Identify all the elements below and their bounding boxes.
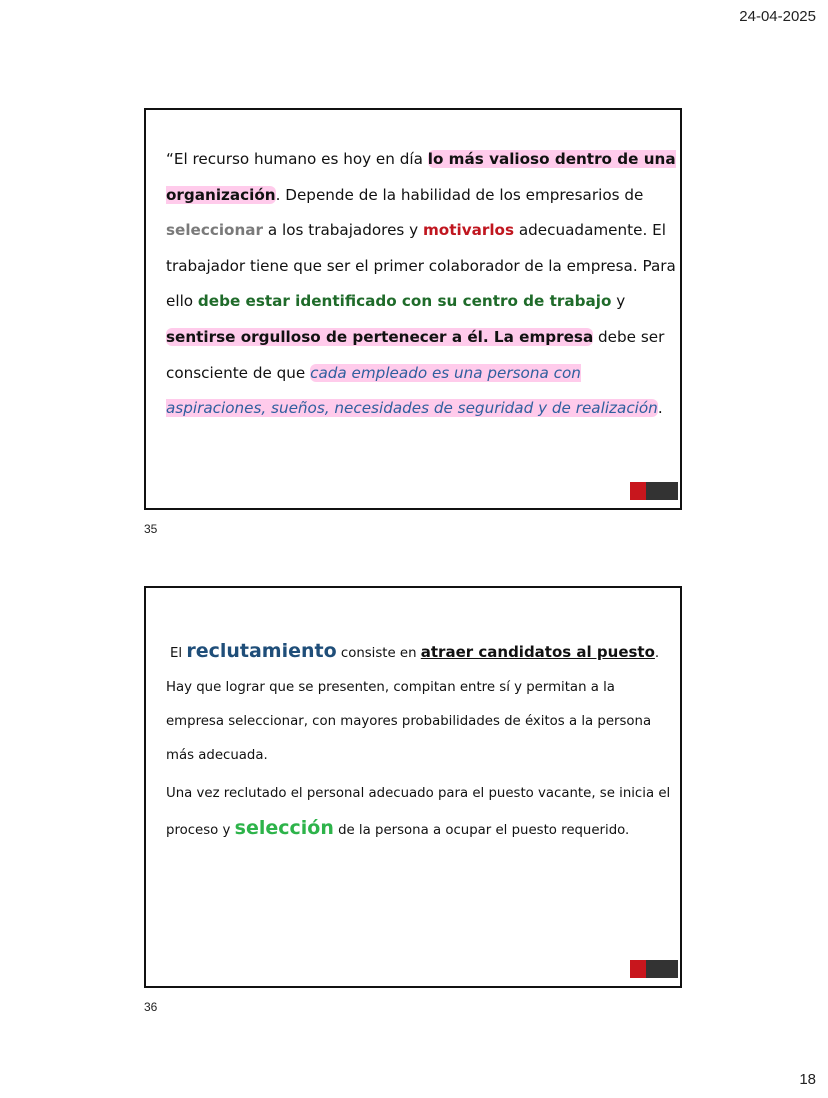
keyword-seleccionar: seleccionar <box>166 221 264 240</box>
keyword-motivarlos: motivarlos <box>422 221 515 240</box>
text-run: Una vez reclutado el personal adecuado para el puesto vacante, se inicia el proceso y <box>166 786 671 838</box>
slide-35 <box>144 108 682 510</box>
text-run: . <box>657 399 663 418</box>
highlighted-italic-text: cada empleado es una persona con aspiraciones, sueños, necesidades de seguridad y de realización <box>166 363 658 418</box>
text-run: . <box>654 646 660 661</box>
text-run: y <box>611 292 626 311</box>
slide-36 <box>144 586 682 988</box>
highlighted-text: lo más valioso dentro de una organización <box>166 150 676 204</box>
keyword-reclutamiento: reclutamiento <box>186 640 337 662</box>
text-run: de la persona a ocupar el puesto requerido. <box>333 823 630 838</box>
slide-number: 36 <box>144 1000 158 1014</box>
text-run: El <box>170 646 187 661</box>
text-run: . Depende de la habilidad de los empresarios de <box>275 185 644 204</box>
text-run: a los trabajadores y <box>263 221 423 240</box>
shield-icon <box>630 482 646 500</box>
slide-text <box>166 142 676 427</box>
highlighted-text: sentirse orgulloso de pertenecer a él. La empresa <box>166 327 594 346</box>
text-run: “El recurso humano es hoy en día <box>166 150 428 168</box>
text-run: debe ser consciente de que <box>166 327 665 382</box>
university-logo <box>630 482 678 506</box>
shield-icon <box>630 960 646 978</box>
underlined-text: atraer candidatos al puesto <box>420 643 655 661</box>
page-number: 18 <box>799 1071 816 1088</box>
keyword-seleccion: selección <box>234 817 334 839</box>
paragraph <box>166 634 676 671</box>
keyword-identificado: debe estar identificado con su centro de trabajo <box>197 292 612 311</box>
text-run: adecuadamente. El trabajador tiene que ser el primer colaborador de la empresa. Para ello <box>166 221 676 311</box>
slide-text <box>166 634 676 848</box>
slide-number: 35 <box>144 522 158 536</box>
university-logo <box>630 960 678 984</box>
print-date: 24-04-2025 <box>739 8 816 25</box>
text-run: consiste en <box>336 646 421 661</box>
paragraph: Hay que lograr que se presenten, compitan entre sí y permitan a la empresa seleccionar, con mayores probabilidades de éxitos a la persona más adecuada. <box>166 680 652 763</box>
paragraph <box>166 777 676 848</box>
